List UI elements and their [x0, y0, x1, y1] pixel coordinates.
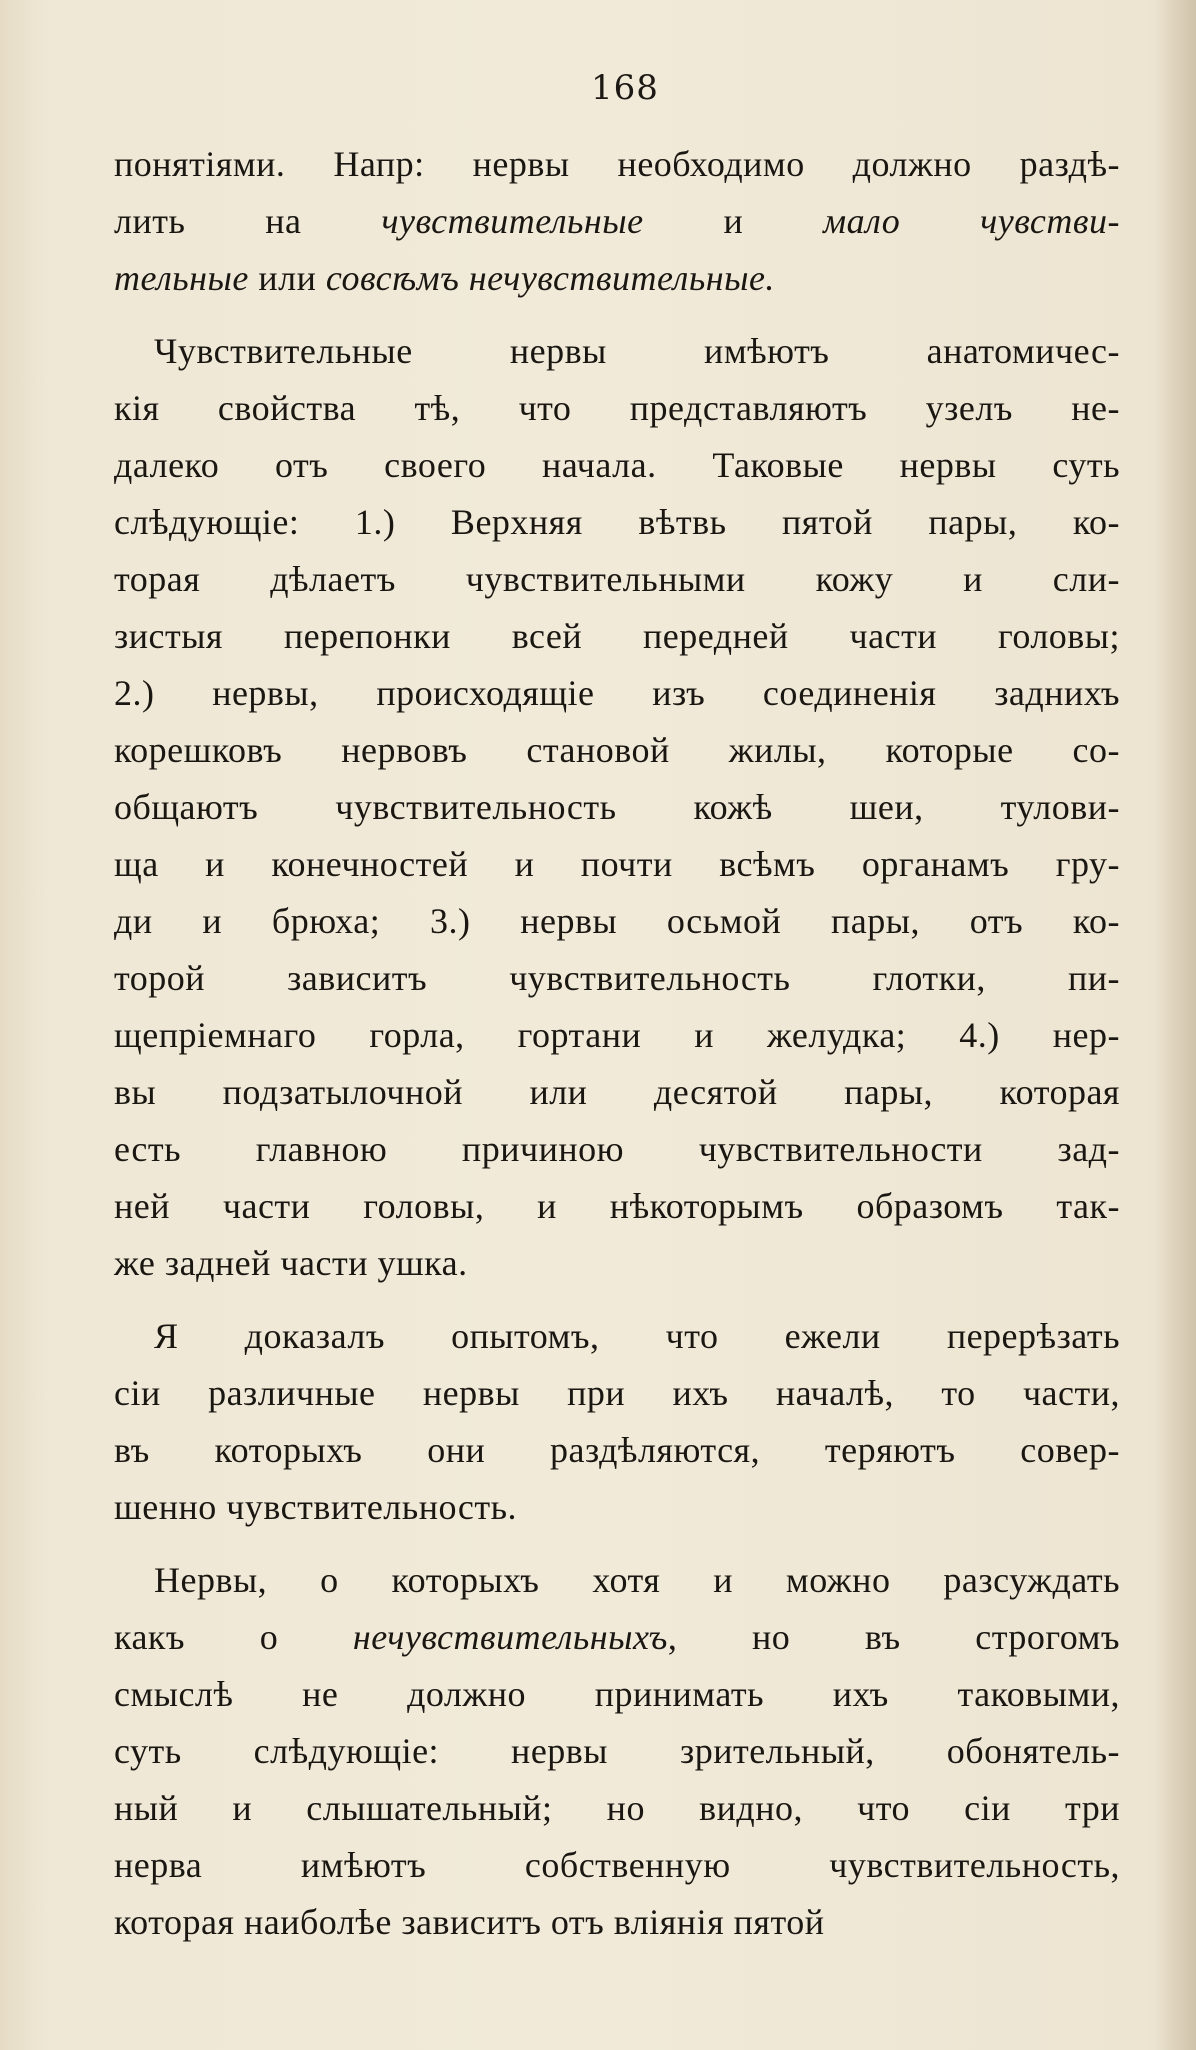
text-line: [114, 1235, 1120, 1292]
text-line: [114, 323, 1120, 380]
text-line: [114, 1178, 1120, 1235]
text-run: зистыя перепонки всей передней части головы;: [114, 616, 1120, 656]
text-run: лить на: [114, 201, 382, 241]
text-run: есть главною причиною чувствительности зад-: [114, 1129, 1120, 1169]
text-line: [114, 893, 1120, 950]
text-run: ней части головы, и нѣкоторымъ образомъ так-: [114, 1186, 1120, 1226]
text-line: [114, 1422, 1120, 1479]
text-run: и: [643, 201, 824, 241]
text-run: торой зависитъ чувствительность глотки, пи-: [114, 958, 1120, 998]
text-line: [114, 950, 1120, 1007]
text-run: суть слѣдующіе: нервы зрительный, обонятель-: [114, 1731, 1120, 1771]
text-run: щепріемнаго горла, гортани и желудка; 4.) нер-: [114, 1015, 1120, 1055]
text-line: [114, 1121, 1120, 1178]
text-line: [114, 380, 1120, 437]
text-run: вы подзатылочной или десятой пары, которая: [114, 1072, 1120, 1112]
text-run: Я доказалъ опытомъ, что ежели перерѣзать: [154, 1316, 1120, 1356]
italic-term: тельные: [114, 258, 249, 298]
text-line: [114, 1308, 1120, 1365]
text-run: общаютъ чувствительность кожѣ шеи, тулови-: [114, 787, 1120, 827]
text-run: шенно чувствительность.: [114, 1487, 517, 1527]
italic-term: нечувствительныхъ: [352, 1617, 668, 1657]
text-run: нерва имѣютъ собственную чувствительность,: [114, 1845, 1120, 1885]
page-number: 168: [591, 68, 659, 108]
italic-term: чувствительные: [381, 201, 644, 241]
text-run: которая наиболѣе зависитъ отъ вліянія пятой: [114, 1902, 825, 1942]
text-run: торая дѣлаетъ чувствительными кожу и сли-: [114, 559, 1120, 599]
text-line: [114, 1837, 1120, 1894]
text-line: [114, 136, 1120, 193]
paragraph: [114, 323, 1120, 1292]
text-line: [114, 1723, 1120, 1780]
text-line: [114, 437, 1120, 494]
text-run: далеко отъ своего начала. Таковые нервы суть: [114, 445, 1120, 485]
text-run: смыслѣ не должно принимать ихъ таковыми,: [114, 1674, 1120, 1714]
text-line: [114, 722, 1120, 779]
text-line: [114, 608, 1120, 665]
text-line: [114, 1479, 1120, 1536]
text-line: [114, 1007, 1120, 1064]
paragraph: [114, 1552, 1120, 1951]
text-line: [114, 494, 1120, 551]
text-run: корешковъ нервовъ становой жилы, которые со-: [114, 730, 1120, 770]
italic-term: совсѣмъ нечувствительные.: [325, 258, 775, 298]
text-run: Чувствительные нервы имѣютъ анатомичес-: [154, 331, 1120, 371]
text-line: [114, 1666, 1120, 1723]
text-run: понятіями. Напр: нервы необходимо должно раздѣ-: [114, 144, 1120, 184]
text-run: ди и брюха; 3.) нервы осьмой пары, отъ ко-: [114, 901, 1120, 941]
text-line: [114, 665, 1120, 722]
text-run: 2.) нервы, происходящіе изъ соединенія заднихъ: [114, 673, 1120, 713]
text-run: , но въ строгомъ: [667, 1617, 1121, 1657]
text-line: [114, 551, 1120, 608]
text-line: [114, 779, 1120, 836]
page-edge-shadow: [1156, 0, 1196, 2050]
paragraph: [114, 1308, 1120, 1536]
text-line: [114, 1780, 1120, 1837]
text-line: [114, 1552, 1120, 1609]
italic-term: мало чувстви-: [823, 201, 1120, 241]
text-run: какъ о: [114, 1617, 353, 1657]
text-run: ный и слышательный; но видно, что сіи три: [114, 1788, 1120, 1828]
text-run: Нервы, о которыхъ хотя и можно разсуждать: [154, 1560, 1120, 1600]
text-line: [114, 193, 1120, 250]
body-text: [114, 136, 1120, 1951]
paragraph: [114, 136, 1120, 307]
text-line: [114, 1894, 1120, 1951]
text-run: слѣдующіе: 1.) Верхняя вѣтвь пятой пары, ко-: [114, 502, 1120, 542]
text-line: [114, 1064, 1120, 1121]
text-line: [114, 1365, 1120, 1422]
text-line: [114, 250, 1120, 307]
text-line: [114, 1609, 1120, 1666]
text-run: кія свойства тѣ, что представляютъ узелъ не-: [114, 388, 1120, 428]
text-run: же задней части ушка.: [114, 1243, 468, 1283]
text-line: [114, 836, 1120, 893]
text-run: въ которыхъ они раздѣляются, теряютъ совер-: [114, 1430, 1120, 1470]
text-run: или: [248, 258, 326, 298]
text-run: сіи различные нервы при ихъ началѣ, то части,: [114, 1373, 1120, 1413]
text-run: ща и конечностей и почти всѣмъ органамъ гру-: [114, 844, 1120, 884]
